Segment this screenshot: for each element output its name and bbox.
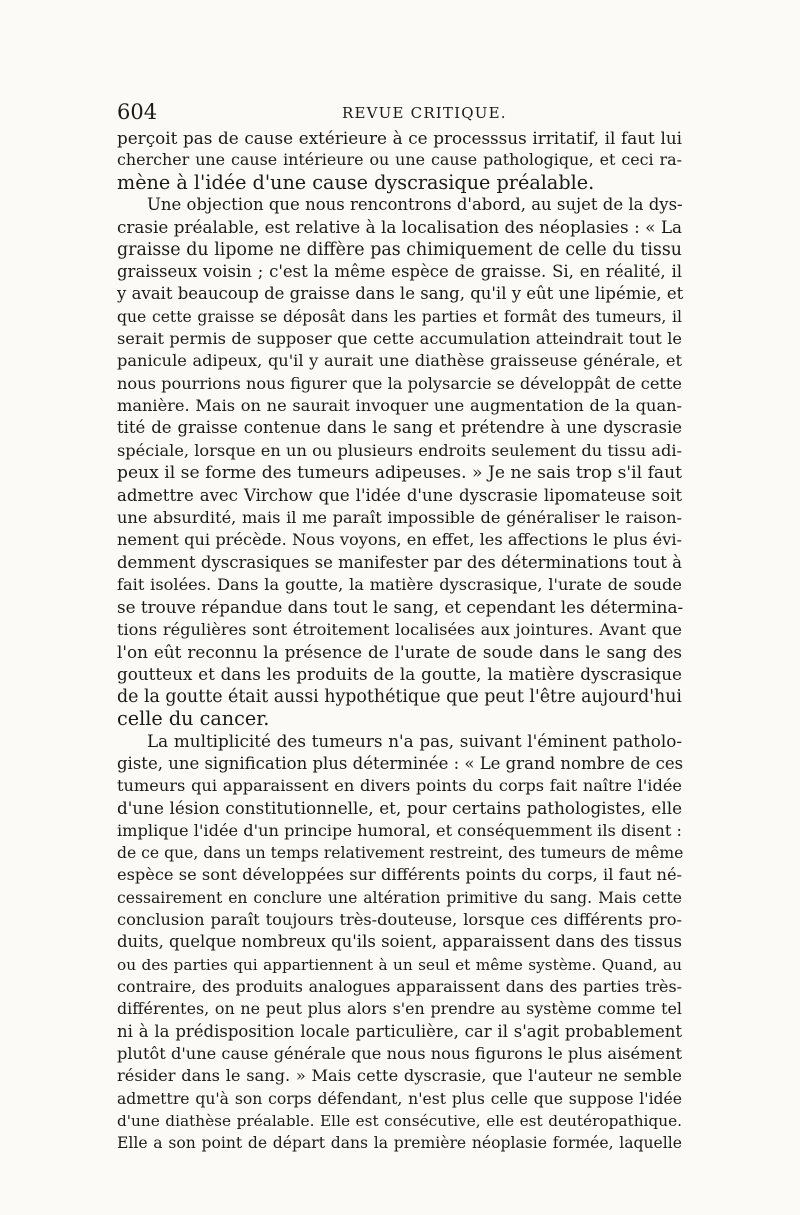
text-line: se trouve répandue dans tout le sang, et cependant les détermina- — [117, 597, 684, 618]
text-line: nement qui précède. Nous voyons, en effet, les affections le plus évi- — [117, 530, 682, 550]
text-line: y avait beaucoup de graisse dans le sang, qu'il y eût une lipémie, et — [117, 284, 684, 304]
text-line: La multiplicité des tumeurs n'a pas, suivant l'éminent patholo- — [147, 731, 682, 752]
text-line: conclusion paraît toujours très-douteuse, lorsque ces différents pro- — [117, 910, 682, 930]
text-line: de ce que, dans un temps relativement restreint, des tumeurs de même — [117, 844, 684, 862]
text-line: perçoit pas de cause extérieure à ce processsus irritatif, il faut lui — [117, 128, 682, 148]
text-line: tité de graisse contenue dans le sang et prétendre à une dyscrasie — [117, 418, 682, 438]
text-line: goutteux et dans les produits de la goutte, la matière dyscrasique — [117, 664, 682, 685]
text-line: chercher une cause intérieure ou une cause pathologique, et ceci ra- — [117, 150, 682, 170]
text-line: ni à la prédisposition locale particulière, car il s'agit probablement — [117, 1021, 682, 1041]
text-line: giste, une signification plus déterminée : « Le grand nombre de ces — [117, 753, 684, 773]
text-line: admettre qu'à son corps défendant, n'est plus celle que suppose l'idée — [117, 1089, 682, 1108]
body-text — [117, 127, 682, 1155]
text-line: duits, quelque nombreux qu'ils soient, apparaissent dans des tissus — [117, 932, 682, 952]
text-line: nous pourrions nous figurer que la polysarcie se développât de cette — [117, 373, 682, 393]
text-line: spéciale, lorsque en un ou plusieurs endroits seulement du tissu adi- — [117, 440, 682, 460]
text-line: peux il se forme des tumeurs adipeuses. » Je ne sais trop s'il faut — [117, 463, 682, 484]
text-line: contraire, des produits analogues apparaissent dans des parties très- — [117, 977, 682, 997]
running-title: REVUE CRITIQUE. — [342, 104, 507, 122]
text-line: fait isolées. Dans la goutte, la matière dyscrasique, l'urate de soude — [117, 574, 682, 594]
text-line: mène à l'idée d'une cause dyscrasique préalable. — [117, 170, 595, 194]
page-header — [117, 98, 682, 128]
text-line: ou des parties qui appartiennent à un seul et même système. Quand, au — [117, 955, 682, 974]
page-number: 604 — [117, 100, 158, 124]
text-line: implique l'idée d'un principe humoral, et conséquemment ils disent : — [117, 820, 682, 840]
text-line: plutôt d'une cause générale que nous nous figurons le plus aisément — [117, 1044, 682, 1064]
text-line: admettre avec Virchow que l'idée d'une dyscrasie lipomateuse soit — [117, 485, 682, 505]
text-line: graisseux voisin ; c'est la même espèce de graisse. Si, en réalité, il — [117, 262, 682, 282]
text-line: d'une lésion constitutionnelle, et, pour certains pathologistes, elle — [117, 798, 682, 819]
text-line: demment dyscrasiques se manifester par des déterminations tout à — [117, 552, 682, 572]
text-line: différentes, on ne peut plus alors s'en prendre au système comme tel — [117, 999, 682, 1019]
text-line: manière. Mais on ne saurait invoquer une augmentation de la quan- — [117, 396, 682, 416]
text-line: Elle a son point de départ dans la première néoplasie formée, laquelle — [117, 1134, 682, 1153]
text-line: une absurdité, mais il me paraît impossible de généraliser le raison- — [117, 507, 682, 527]
text-line: résider dans le sang. » Mais cette dyscrasie, que l'auteur ne semble — [117, 1066, 682, 1086]
text-line: d'une diathèse préalable. Elle est consécutive, elle est deutéropathique. — [117, 1112, 682, 1131]
text-line: que cette graisse se déposât dans les parties et formât des tumeurs, il — [117, 307, 682, 326]
text-line: de la goutte était aussi hypothétique que peut l'être aujourd'hui — [117, 686, 682, 707]
text-line: panicule adipeux, qu'il y aurait une diathèse graisseuse générale, et — [117, 351, 682, 371]
text-line: cessairement en conclure une altération primitive du sang. Mais cette — [117, 888, 682, 907]
text-line: graisse du lipome ne diffère pas chimiquement de celle du tissu — [117, 239, 682, 260]
text-line: tions régulières sont étroitement localisées aux jointures. Avant que — [117, 619, 682, 639]
text-line: celle du cancer. — [117, 706, 270, 730]
text-line: l'on eût reconnu la présence de l'urate de soude dans le sang des — [117, 641, 682, 662]
text-line: crasie préalable, est relative à la localisation des néoplasies : « La — [117, 217, 682, 238]
text-line: tumeurs qui apparaissent en divers points du corps fait naître l'idée — [117, 775, 682, 795]
text-line: Une objection que nous rencontrons d'abord, au sujet de la dys- — [147, 195, 683, 215]
text-line: serait permis de supposer que cette accumulation atteindrait tout le — [117, 329, 682, 349]
text-line: espèce se sont développées sur différents points du corps, il faut né- — [117, 865, 682, 885]
